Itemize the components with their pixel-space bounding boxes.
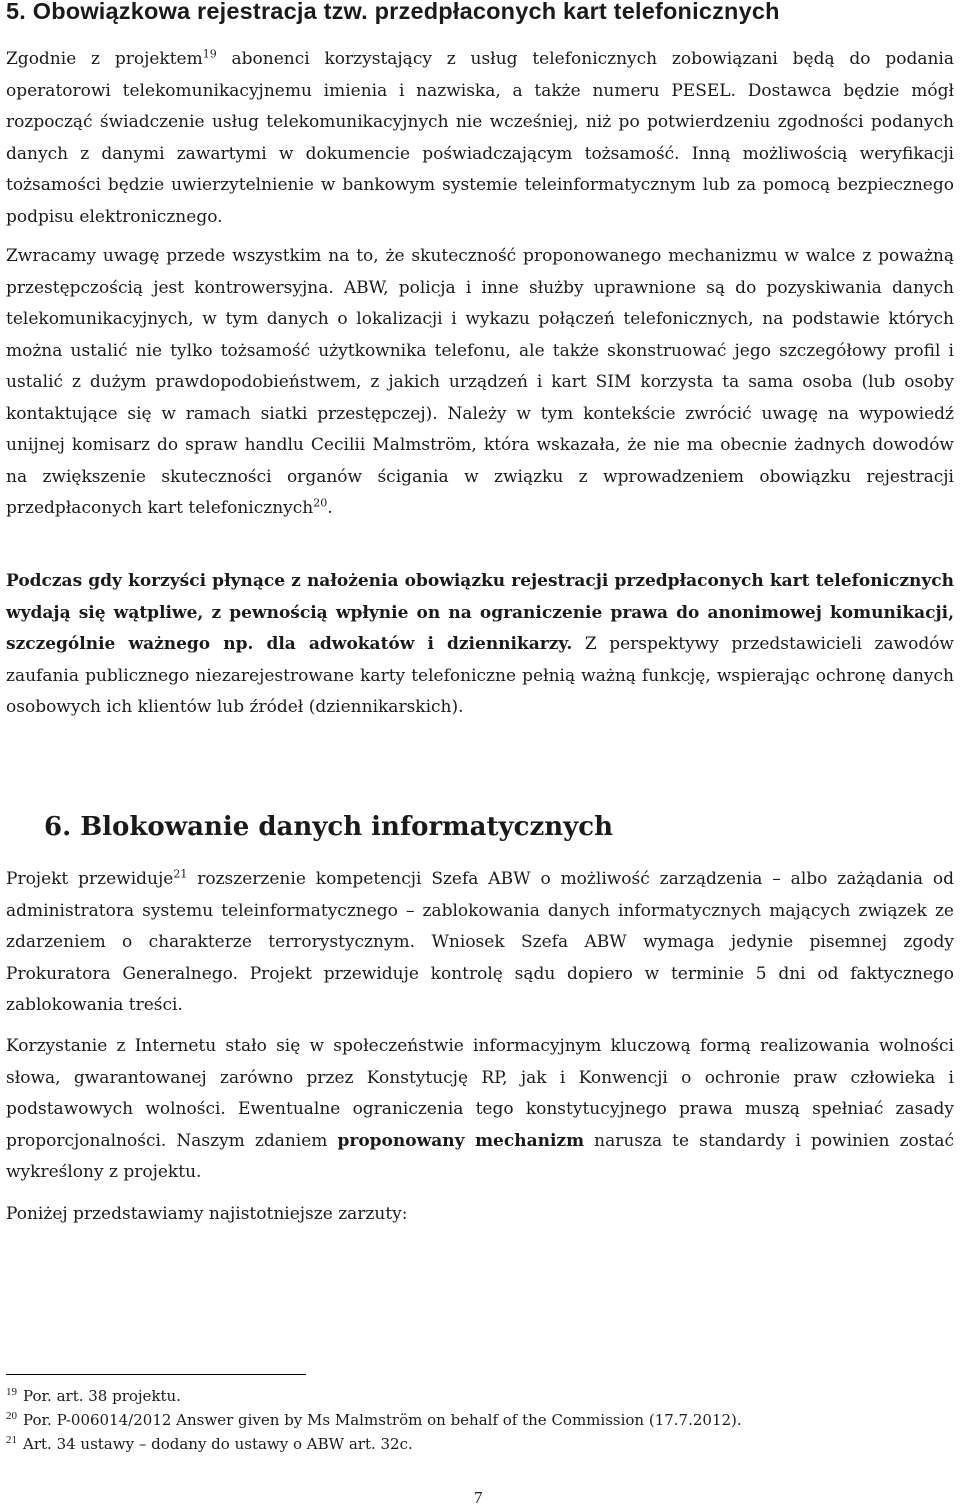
section-5-paragraph-3 [6,566,954,724]
footnote-19 [6,1386,181,1406]
paragraph-text: Z perspektywy przedstawicieli zawodów zaufania publicznego niezarejestrowane karty telefoniczne pełnią ważną funkcję, wspierając ochronę danych osobowych ich klientów lub źródeł (dziennikarskich). [6,634,954,717]
footnote-number: 19 [6,1386,17,1398]
page-number: 7 [474,1488,483,1507]
paragraph-text: Projekt przewiduje [6,869,174,889]
section-5-heading: 5. Obowiązkowa rejestracja tzw. przedpłaconych kart telefonicznych [6,0,780,24]
footnote-text: Art. 34 ustawy – dodany do ustawy o ABW art. 32c. [23,1435,413,1454]
footnote-ref-20[interactable]: 20 [313,496,328,510]
section-6-paragraph-1 [6,864,954,1022]
footnote-separator [6,1374,306,1375]
footnote-ref-19[interactable]: 19 [202,47,217,61]
section-6-paragraph-3: Poniżej przedstawiamy najistotniejsze zarzuty: [6,1204,408,1224]
footnote-text: Por. P-006014/2012 Answer given by Ms Malmström on behalf of the Commission (17.7.2012). [23,1411,742,1430]
footnote-text: Por. art. 38 projektu. [23,1387,181,1406]
paragraph-text: rozszerzenie kompetencji Szefa ABW o możliwość zarządzenia – albo zażądania od administratora systemu teleinformatycznego – zablokowania danych informatycznych mających związek ze zdarzeniem o charakterze terrorystycznym. Wniosek Szefa ABW wymaga jedynie pisemnej zgody Prokuratora Generalnego. Projekt przewiduje kontrolę sądu dopiero w terminie 5 dni od faktycznego zablokowania treści. [6,869,954,1015]
paragraph-text: Zwracamy uwagę przede wszystkim na to, że skuteczność proponowanego mechanizmu w walce z poważną przestępczością jest kontrowersyjna. ABW, policja i inne służby uprawnione są do pozyskiwania danych telekomunikacyjnych, w tym danych o lokalizacji i wykazu połączeń telefonicznych, na podstawie których można ustalić nie tylko tożsamość użytkownika telefonu, ale także skonstruować jego szczegółowy profil i ustalić z dużym prawdopodobieństwem, z jakich urządzeń i kart SIM korzysta ta sama osoba (lub osoby kontaktujące się w ramach siatki przestępczej). Należy w tym kontekście zwrócić uwagę na wypowiedź unijnej komisarz do spraw handlu Cecilii Malmström, która wskazała, że nie ma obecnie żadnych dowodów na zwiększenie skuteczności organów ścigania w związku z wprowadzeniem obowiązku rejestracji przedpłaconych kart telefonicznych [6,246,954,518]
footnote-ref-21[interactable]: 21 [173,867,188,881]
footnote-number: 20 [6,1410,17,1422]
section-5-paragraph-2 [6,241,954,525]
section-5-paragraph-1 [6,44,954,233]
footnote-21 [6,1434,413,1454]
paragraph-text: narusza te standardy i powinien zostać wykreślony z projektu. [6,1130,954,1182]
section-6-heading: 6. Blokowanie danych informatycznych [44,812,613,842]
paragraph-text: Korzystanie z Internetu stało się w społeczeństwie informacyjnym kluczową formą realizowania wolności słowa, gwarantowanej zarówno przez Konstytucję RP, jak i Konwencji o ochronie praw człowieka i podstawowych wolności. Ewentualne ograniczenia tego konstytucyjnego prawa muszą spełniać zasady proporcjonalności. Naszym zdaniem [6,1036,954,1151]
bold-phrase: proponowany mechanizm [337,1130,585,1151]
paragraph-text: Zgodnie z projektem [6,49,203,69]
paragraph-text: abonenci korzystający z usług telefonicznych zobowiązani będą do podania operatorowi telekomunikacyjnemu imienia i nazwiska, a także numeru PESEL. Dostawca będzie mógł rozpocząć świadczenie usług telekomunikacyjnych nie wcześniej, niż po potwierdzeniu zgodności podanych danych z danymi zawartymi w dokumencie poświadczającym tożsamość. Inną możliwością weryfikacji tożsamości będzie uwierzytelnienie w bankowym systemie teleinformatycznym lub za pomocą bezpiecznego podpisu elektronicznego. [6,49,954,227]
paragraph-text: . [327,498,333,518]
bold-statement: Podczas gdy korzyści płynące z nałożenia obowiązku rejestracji przedpłaconych kart telefonicznych wydają się wątpliwe, z pewnością wpłynie on na ograniczenie prawa do anonimowej komunikacji, szczególnie ważnego np. dla adwokatów i dziennikarzy. [6,571,954,654]
footnote-20 [6,1410,742,1430]
section-6-paragraph-2 [6,1031,954,1189]
footnote-number: 21 [6,1434,17,1446]
